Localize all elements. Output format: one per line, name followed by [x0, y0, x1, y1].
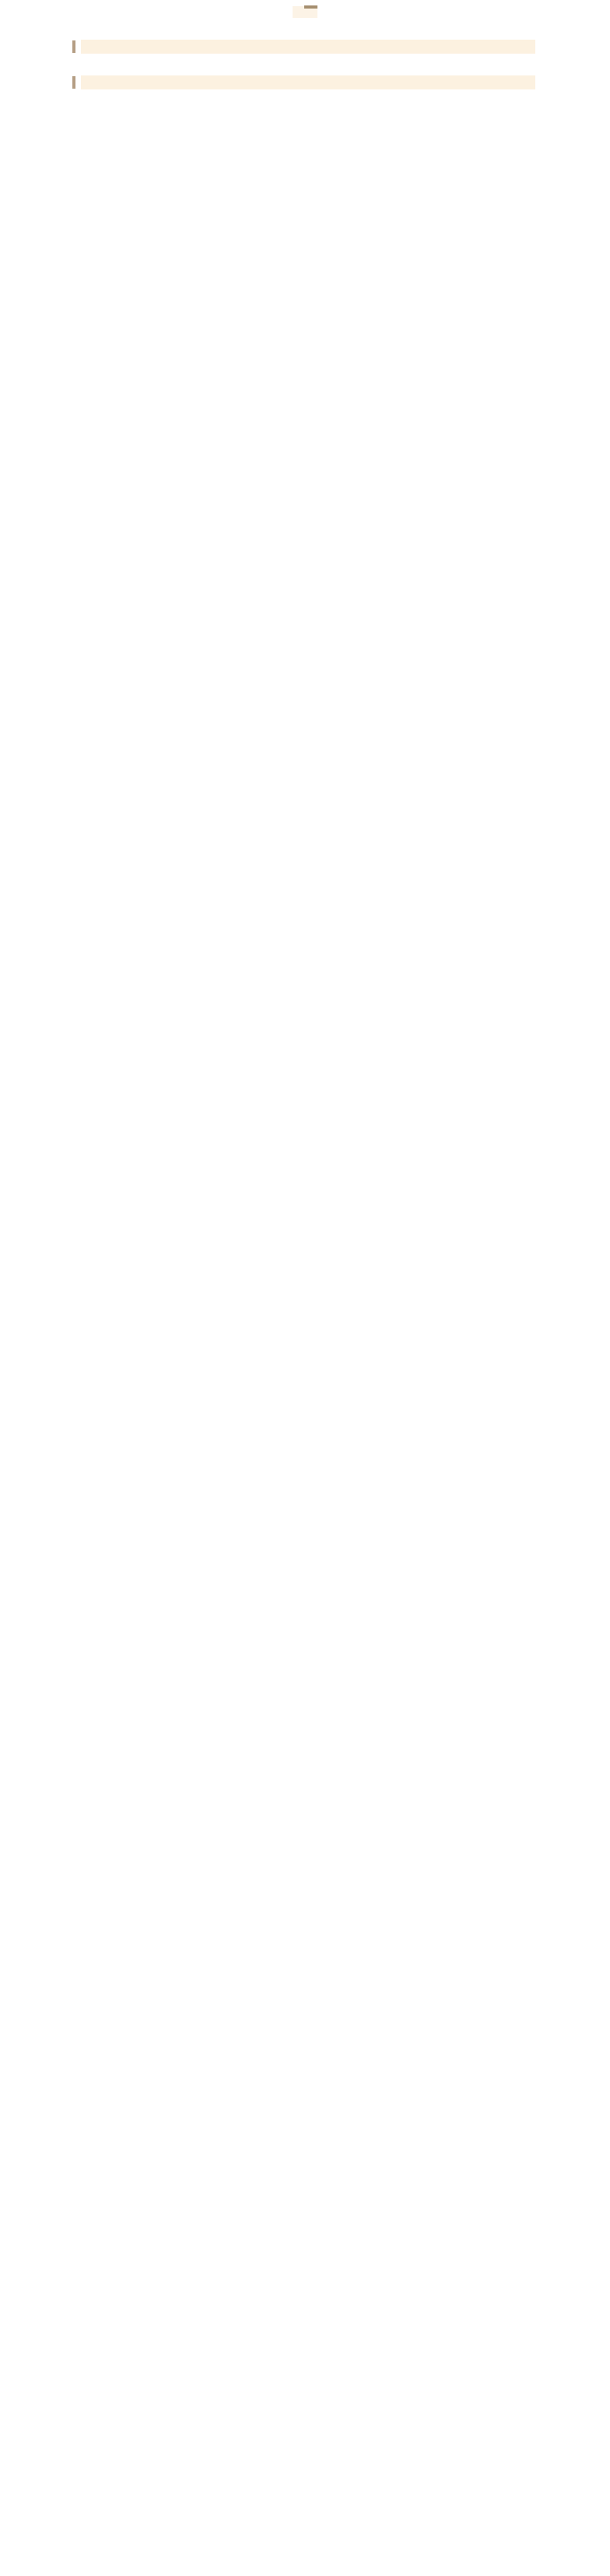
- figure1-bar-chart: [110, 107, 500, 293]
- figure-2: [75, 331, 535, 562]
- figure-1: [75, 107, 535, 297]
- document: [75, 6, 535, 897]
- section-1-header: [81, 40, 535, 54]
- section-2-header: [81, 75, 535, 89]
- figure-3: [75, 572, 535, 884]
- page-title: [293, 6, 317, 18]
- figure3-surface-chart: [95, 572, 515, 880]
- figure2-scatter-chart: [95, 331, 515, 558]
